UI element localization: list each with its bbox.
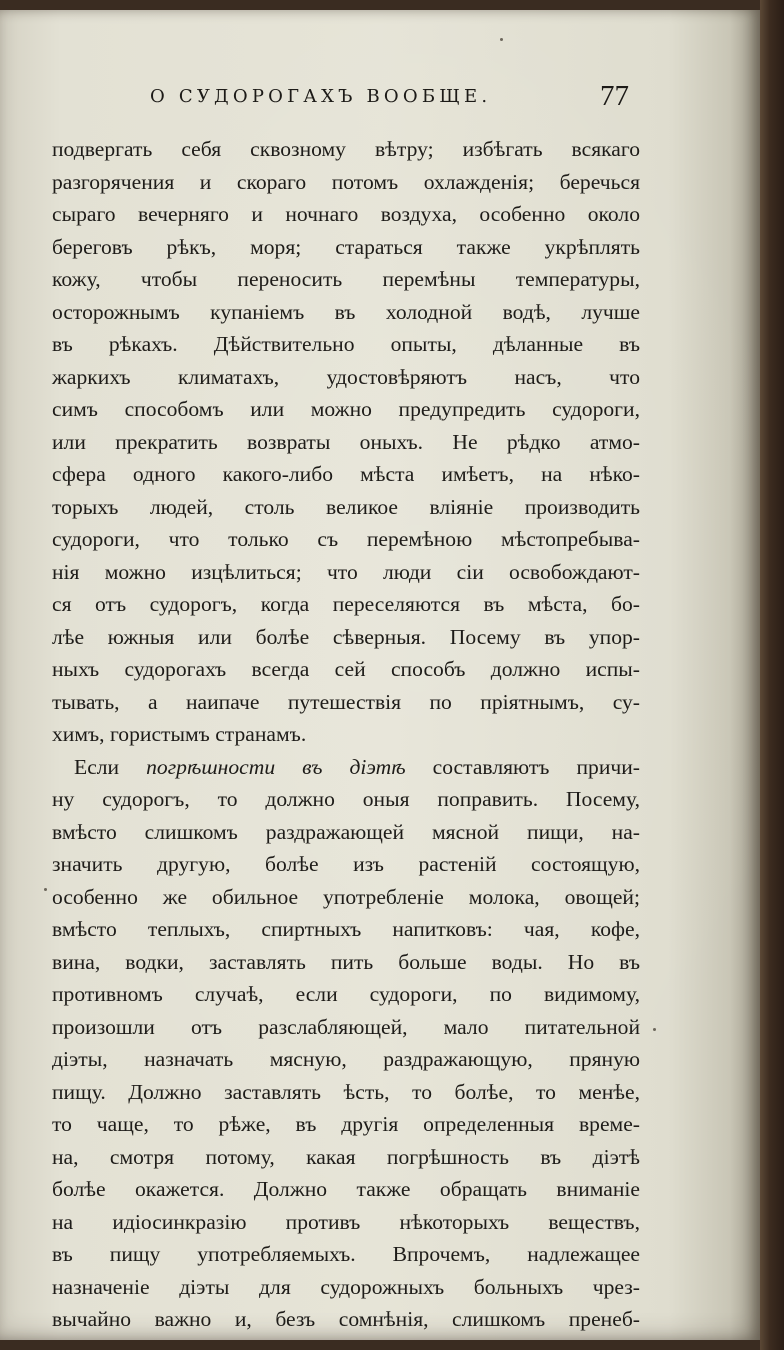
text-line: ся отъ судорогъ, когда переселяются въ мѣста, бо- [52, 592, 640, 616]
text-line: ну судорогъ, то должно оныя поправить. Посему, [52, 787, 640, 811]
text-line: болѣе окажется. Должно также обращать вниманіе [52, 1177, 640, 1201]
paragraph-first-line [52, 751, 640, 784]
text-run: составляютъ причи- [405, 754, 640, 779]
text-line: жаркихъ климатахъ, удостовѣряютъ насъ, что [52, 364, 640, 389]
text-line: кожу, чтобы переносить перемѣны температуры, [52, 267, 640, 291]
text-line: осторожнымъ купаніемъ въ холодной водѣ, лучше [52, 299, 640, 324]
text-line: вмѣсто теплыхъ, спиртныхъ напитковъ: чая, кофе, [52, 917, 640, 941]
paper-page [0, 10, 760, 1340]
text-line: то чаще, то рѣже, въ другія определенныя време- [52, 1112, 640, 1136]
text-line: судороги, что только съ перемѣною мѣстопребыва- [52, 527, 640, 551]
text-line: пищу. Должно заставлять ѣсть, то болѣе, то менѣе, [52, 1079, 640, 1104]
text-line: въ пищу употребляемыхъ. Впрочемъ, надлежащее [52, 1242, 640, 1266]
ink-speck [44, 888, 47, 891]
page-number: 77 [600, 80, 629, 112]
text-line: противномъ случаѣ, если судороги, по видимому, [52, 982, 640, 1006]
text-line: береговъ рѣкъ, моря; стараться также укрѣплять [52, 234, 640, 259]
text-line: разгорячения и скораго потомъ охлажденія; беречься [52, 169, 640, 194]
text-line: произошли отъ разслабляющей, мало питательной [52, 1014, 640, 1039]
italic-emphasis: погрѣшности въ діэтѣ [146, 754, 406, 779]
text-line: вмѣсто слишкомъ раздражающей мясной пищи, на- [52, 819, 640, 844]
text-line: торыхъ людей, столь великое вліяніе производить [52, 494, 640, 519]
text-line: на идіосинкразію противъ нѣкоторыхъ веществъ, [52, 1209, 640, 1234]
text-line: сыраго вечерняго и ночнаго воздуха, особенно около [52, 202, 640, 226]
ink-speck [653, 1028, 656, 1031]
running-title: О СУДОРОГАХЪ ВООБЩЕ. [150, 86, 492, 107]
text-line: нія можно изцѣлиться; что люди сіи освобождают- [52, 559, 640, 584]
text-line: тывать, а наипаче путешествія по пріятнымъ, су- [52, 689, 640, 714]
text-run: Если [74, 754, 147, 779]
text-line: въ рѣкахъ. Дѣйствительно опыты, дѣланные въ [52, 332, 640, 356]
text-line: симъ способомъ или можно предупредить судороги, [52, 397, 640, 421]
text-line: на, смотря потому, какая погрѣшность въ діэтѣ [52, 1144, 640, 1169]
text-line: подвергать себя сквозному вѣтру; избѣгать всякаго [52, 137, 640, 161]
ink-speck [500, 38, 503, 41]
text-line: сфера одного какого-либо мѣста имѣетъ, на нѣко- [52, 462, 640, 486]
text-line: назначеніе діэты для судорожныхъ больныхъ чрез- [52, 1274, 640, 1299]
text-line: значить другую, болѣе изъ растеній состоящую, [52, 852, 640, 876]
body-text [52, 133, 640, 1336]
book-binding-edge [760, 0, 784, 1350]
text-line: или прекратить возвраты оныхъ. Не рѣдко атмо- [52, 429, 640, 454]
text-line: вычайно важно и, безъ сомнѣнія, слишкомъ пренеб- [52, 1307, 640, 1331]
text-line: діэты, назначать мясную, раздражающую, пряную [52, 1047, 640, 1071]
text-line: лѣе южныя или болѣе сѣверныя. Посему въ упор- [52, 624, 640, 649]
paragraph-last-line: химъ, гористымъ странамъ. [52, 722, 307, 746]
text-line: ныхъ судорогахъ всегда сей способъ должно испы- [52, 657, 640, 681]
text-line: вина, водки, заставлять пить больше воды. Но въ [52, 949, 640, 974]
text-line: особенно же обильное употребленіе молока, овощей; [52, 884, 640, 909]
